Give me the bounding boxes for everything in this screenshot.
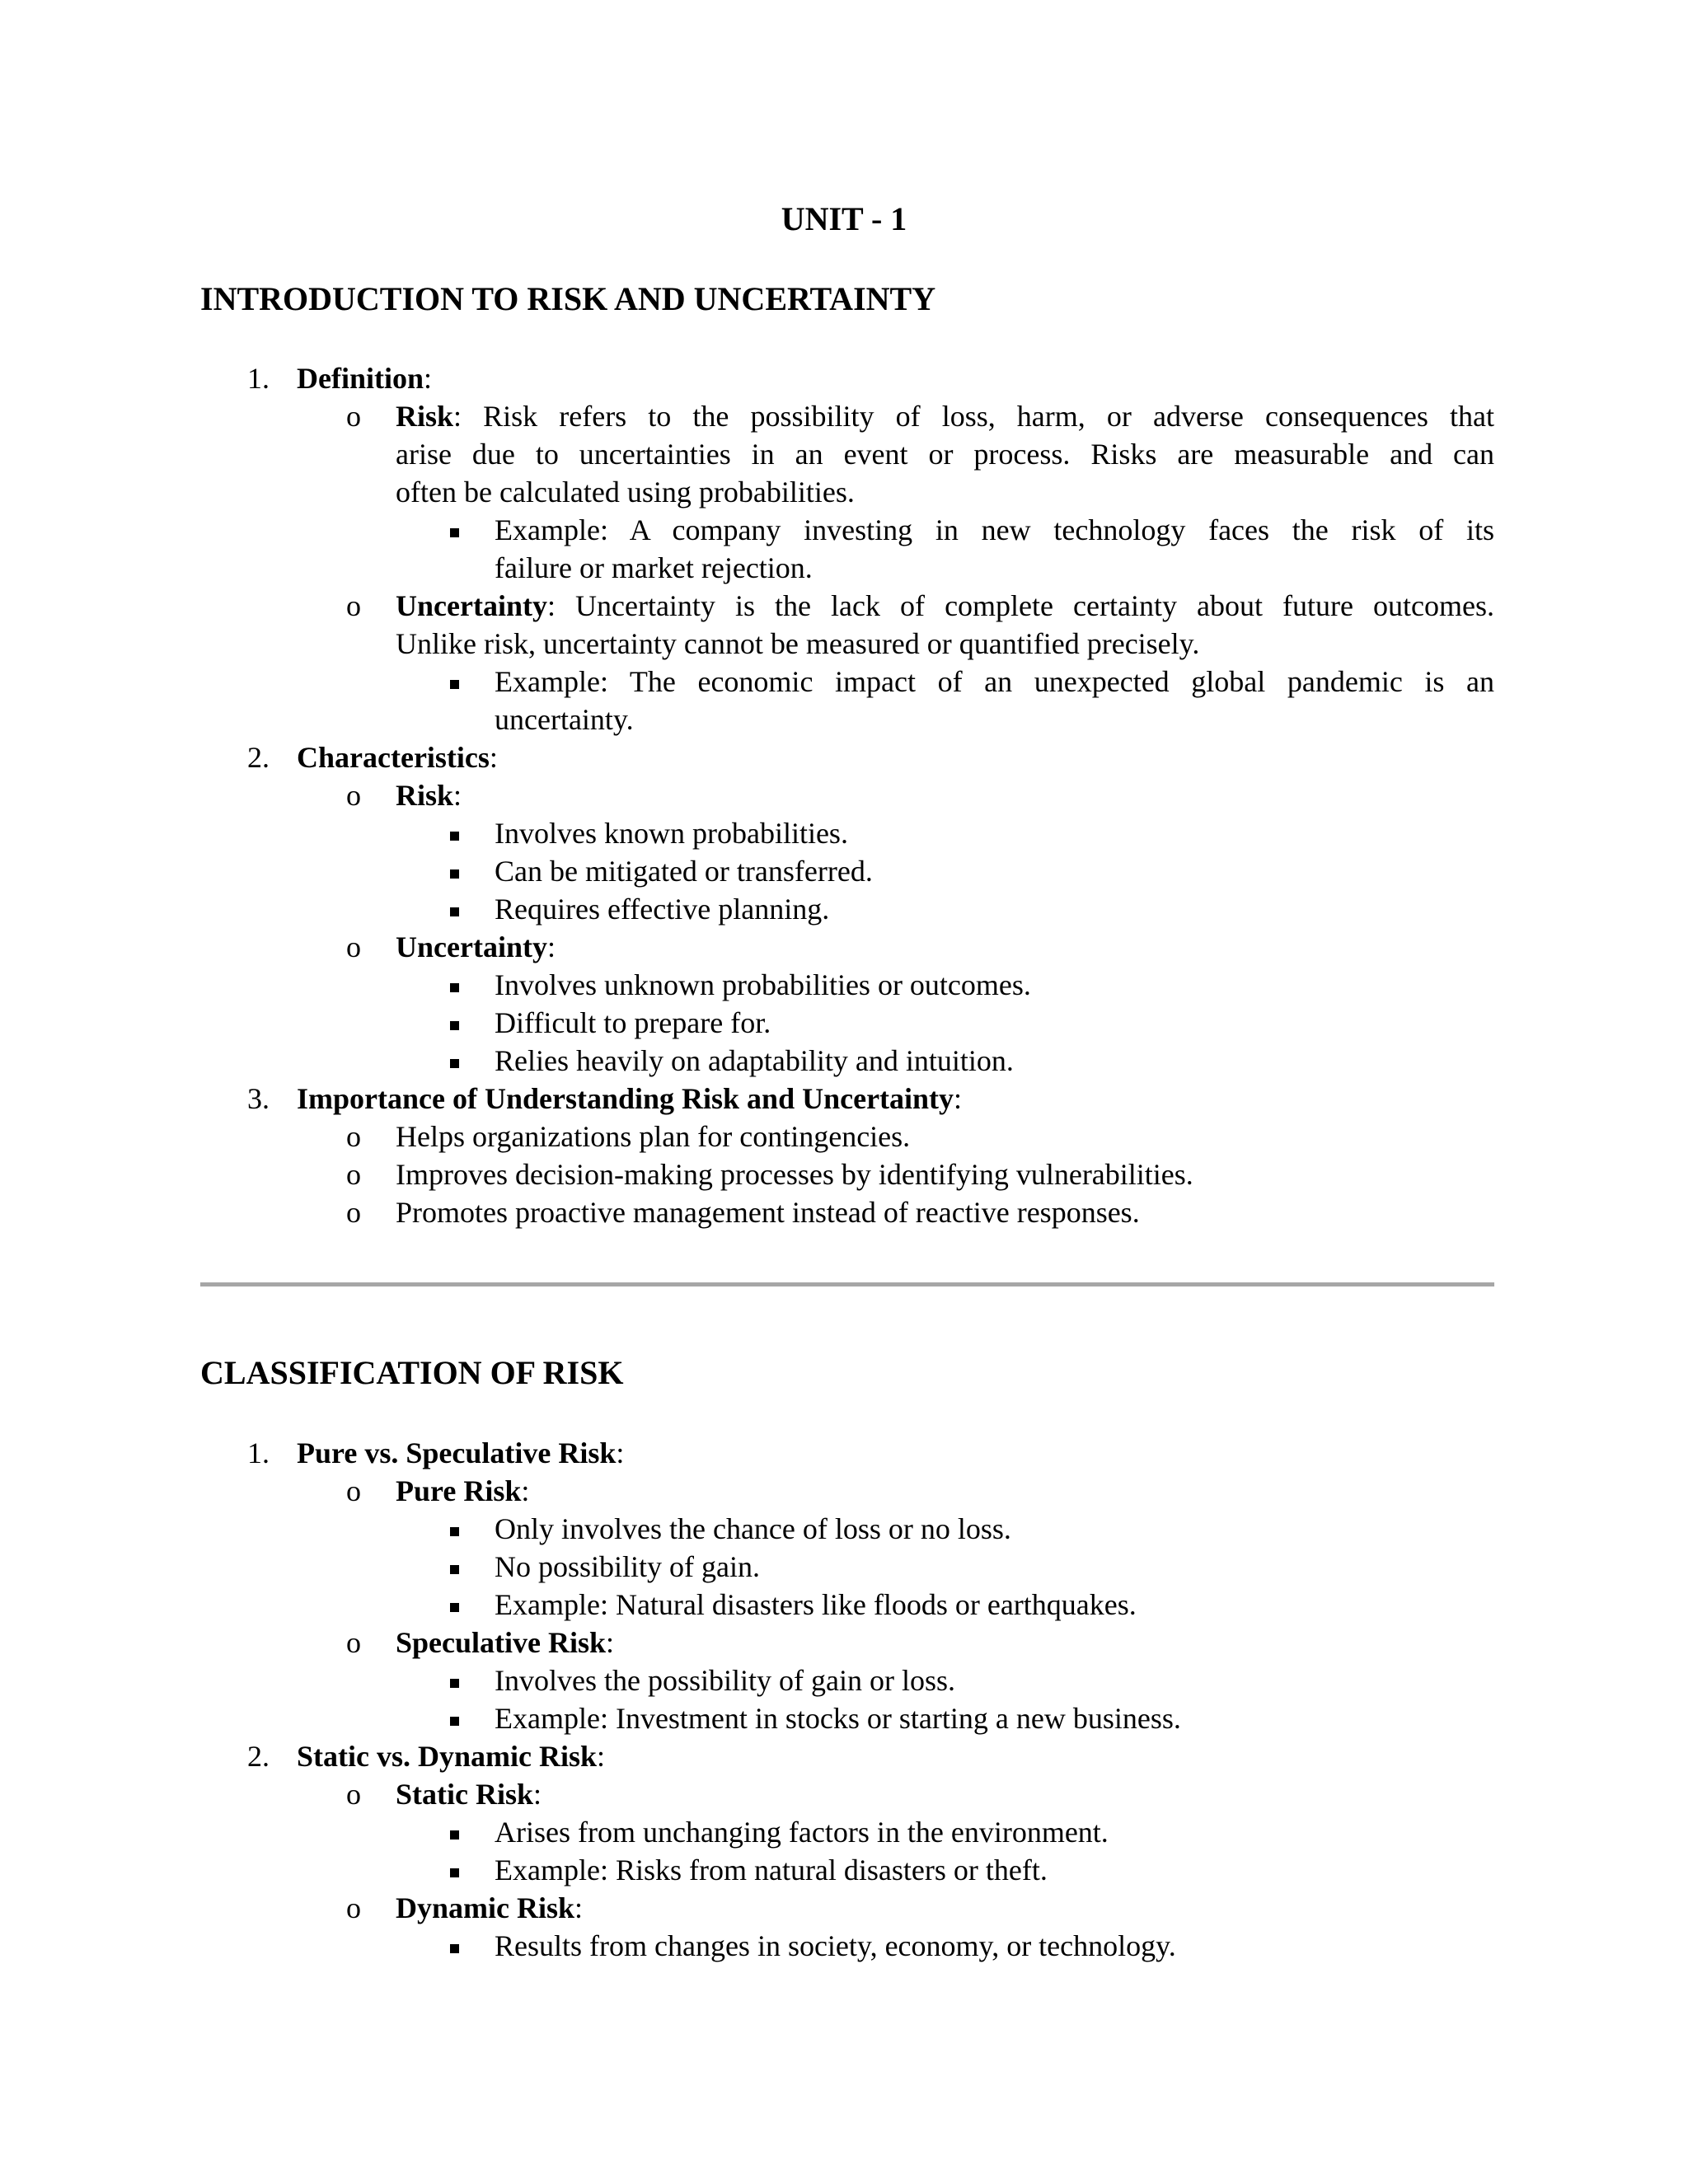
item-heading-characteristics: Characteristics:: [297, 741, 498, 774]
square-bullet: [450, 1603, 459, 1612]
square-bullet: [450, 528, 459, 537]
speculative-risk-heading: Speculative Risk:: [396, 1626, 615, 1659]
list-item: Example: Risks from natural disasters or theft.: [495, 1854, 1048, 1886]
item-number: 3.: [247, 1082, 270, 1115]
circle-bullet: o: [346, 589, 361, 622]
definition-uncertainty-line-1: Uncertainty: Uncertainty is the lack of complete certainty about future outcomes.: [396, 589, 1494, 622]
section-title-introduction: INTRODUCTION TO RISK AND UNCERTAINTY: [200, 280, 936, 317]
list-item: Promotes proactive management instead of reactive responses.: [396, 1196, 1140, 1229]
list-item: Results from changes in society, economy, or technology.: [495, 1929, 1176, 1962]
list-item: Involves known probabilities.: [495, 817, 848, 850]
definition-risk-line-2: arise due to uncertainties in an event or process. Risks are measurable and can: [396, 438, 1494, 471]
item-number: 1.: [247, 1436, 270, 1469]
square-bullet: [450, 1679, 459, 1688]
circle-bullet: o: [346, 1158, 361, 1191]
pure-risk-heading: Pure Risk:: [396, 1474, 530, 1507]
circle-bullet: o: [346, 930, 361, 963]
item-heading-definition: Definition:: [297, 362, 433, 395]
unit-title: UNIT - 1: [781, 200, 907, 237]
dynamic-risk-heading: Dynamic Risk:: [396, 1891, 584, 1924]
circle-bullet: o: [346, 1778, 361, 1811]
list-item: Relies heavily on adaptability and intuition.: [495, 1044, 1014, 1077]
square-bullet: [450, 1059, 459, 1068]
list-item: Example: Investment in stocks or starting a new business.: [495, 1702, 1181, 1735]
list-item: Difficult to prepare for.: [495, 1006, 771, 1039]
circle-bullet: o: [346, 1120, 361, 1153]
list-item: Arises from unchanging factors in the environment.: [495, 1816, 1109, 1849]
circle-bullet: o: [346, 400, 361, 433]
square-bullet: [450, 869, 459, 879]
list-item: Only involves the chance of loss or no loss.: [495, 1512, 1011, 1545]
section-title-classification: CLASSIFICATION OF RISK: [200, 1354, 624, 1391]
square-bullet: [450, 832, 459, 841]
circle-bullet: o: [346, 1474, 361, 1507]
square-bullet: [450, 1717, 459, 1726]
item-heading-static-vs-dynamic: Static vs. Dynamic Risk:: [297, 1740, 606, 1773]
list-item: Involves unknown probabilities or outcomes.: [495, 968, 1031, 1001]
circle-bullet: o: [346, 779, 361, 812]
square-bullet: [450, 1527, 459, 1536]
definition-risk-example-line-1: Example: A company investing in new technology faces the risk of its: [495, 513, 1494, 546]
list-item: No possibility of gain.: [495, 1550, 760, 1583]
square-bullet: [450, 680, 459, 689]
definition-uncertainty-example-line-2: uncertainty.: [495, 703, 634, 736]
list-item: Requires effective planning.: [495, 893, 830, 926]
definition-risk-line-3: often be calculated using probabilities.: [396, 476, 855, 509]
item-number: 2.: [247, 741, 270, 774]
item-number: 2.: [247, 1740, 270, 1773]
item-number: 1.: [247, 362, 270, 395]
list-item: Involves the possibility of gain or loss.: [495, 1664, 955, 1697]
static-risk-heading: Static Risk:: [396, 1778, 542, 1811]
characteristics-risk-heading: Risk:: [396, 779, 462, 812]
circle-bullet: o: [346, 1626, 361, 1659]
definition-risk-example-line-2: failure or market rejection.: [495, 551, 813, 584]
list-item: Example: Natural disasters like floods or earthquakes.: [495, 1588, 1137, 1621]
list-item: Improves decision-making processes by identifying vulnerabilities.: [396, 1158, 1193, 1191]
item-heading-importance: Importance of Understanding Risk and Uncertainty:: [297, 1082, 963, 1115]
square-bullet: [450, 907, 459, 916]
square-bullet: [450, 1830, 459, 1840]
item-heading-pure-vs-speculative: Pure vs. Speculative Risk:: [297, 1436, 625, 1469]
square-bullet: [450, 983, 459, 992]
definition-uncertainty-line-2: Unlike risk, uncertainty cannot be measured or quantified precisely.: [396, 627, 1200, 660]
square-bullet: [450, 1944, 459, 1953]
list-item: Can be mitigated or transferred.: [495, 855, 873, 888]
characteristics-uncertainty-heading: Uncertainty:: [396, 930, 556, 963]
definition-uncertainty-example-line-1: Example: The economic impact of an unexpected global pandemic is an: [495, 665, 1494, 698]
definition-risk-line-1: Risk: Risk refers to the possibility of loss, harm, or adverse consequences that: [396, 400, 1494, 433]
square-bullet: [450, 1565, 459, 1574]
square-bullet: [450, 1868, 459, 1877]
circle-bullet: o: [346, 1196, 361, 1229]
square-bullet: [450, 1021, 459, 1030]
circle-bullet: o: [346, 1891, 361, 1924]
list-item: Helps organizations plan for contingencies.: [396, 1120, 911, 1153]
horizontal-divider: [200, 1282, 1494, 1286]
